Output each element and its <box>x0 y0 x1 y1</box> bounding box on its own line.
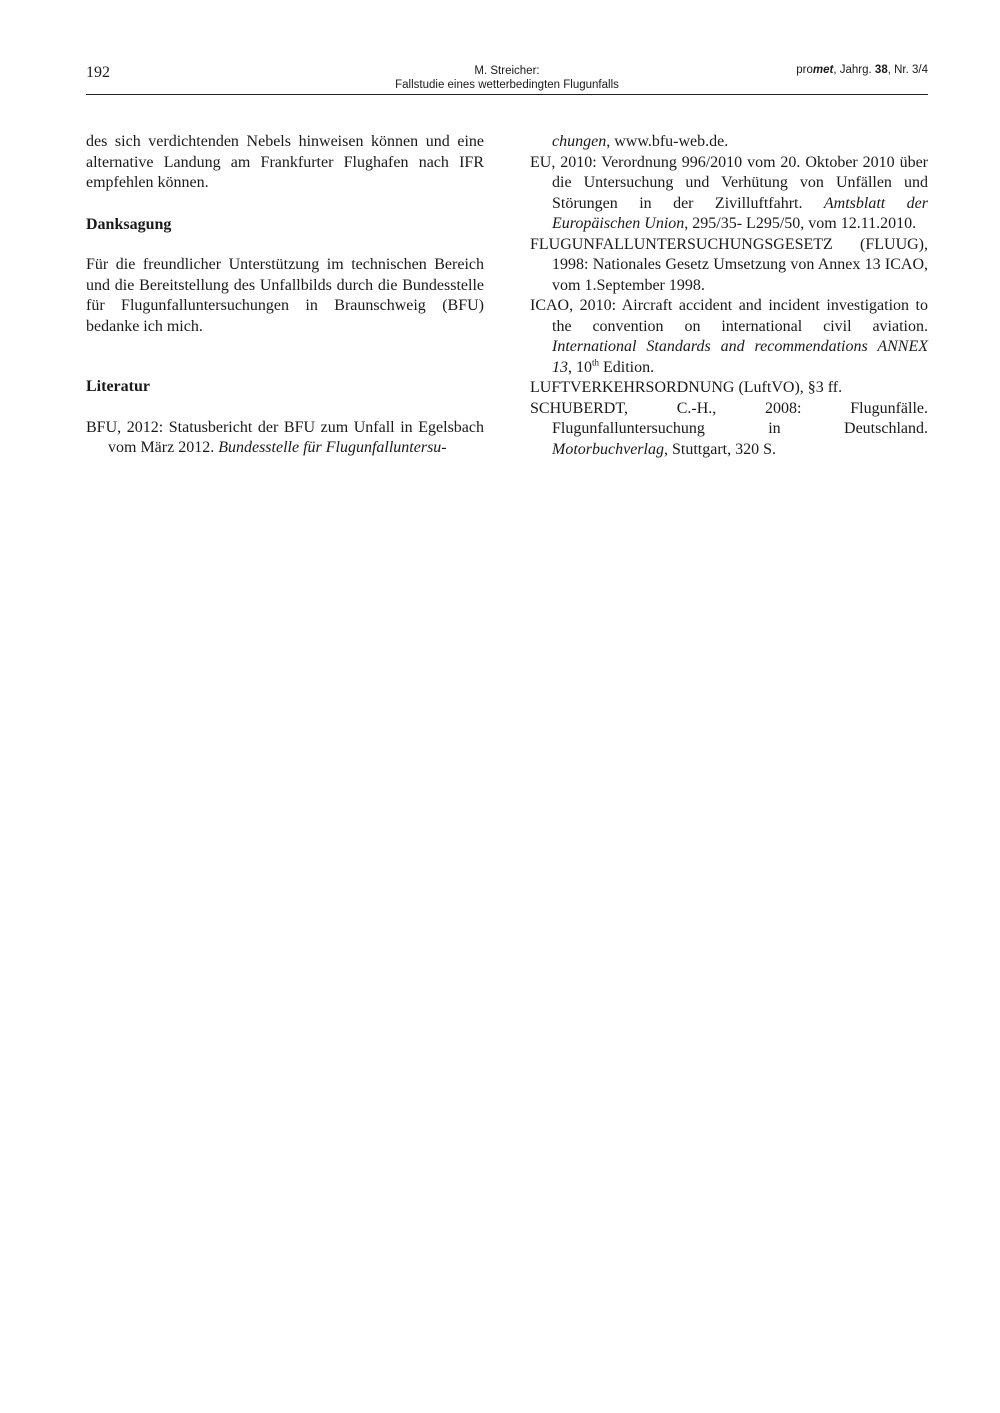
header-rule <box>86 94 928 95</box>
right-column <box>530 132 928 460</box>
reference-fluug: FLUGUNFALLUNTERSUCHUNGSGESETZ (FLUUG), 1998: Nationales Gesetz Umsetzung von Annex 13 ICAO, vom 1.September 1998. <box>530 235 928 294</box>
reference-schuberdt: SCHUBERDT, C.-H., 2008: Flugunfälle. Flugunfalluntersuchung in Deutschland. Motorbuchverlag, Stuttgart, 320 S. <box>530 399 928 458</box>
reference-eu: EU, 2010: Verordnung 996/2010 vom 20. Oktober 2010 über die Untersuchung und Verhütung von Unfällen und Störungen in der Zivilluftfahrt. Amtsblatt der Europäischen Union, 295/35- L295/50, vom 12.11.2010. <box>530 153 928 232</box>
intro-paragraph: des sich verdichtenden Nebels hinweisen können und eine alternative Landung am Frankfurter Flughafen nach IFR empfehlen können. <box>86 133 484 191</box>
running-author: M. Streicher: <box>474 65 540 77</box>
left-column <box>86 132 484 459</box>
reference-luftvo: LUFTVERKEHRSORDNUNG (LuftVO), §3 ff. <box>530 379 843 396</box>
running-article-title: Fallstudie eines wetterbedingten Flugunfalls <box>395 79 619 91</box>
literature-heading: Literatur <box>86 378 150 395</box>
acknowledgement-heading: Danksagung <box>86 215 172 233</box>
page-number: 192 <box>86 64 110 81</box>
page-header <box>86 58 928 96</box>
reference-bfu-continued: chungen, www.bfu-web.de. <box>552 133 729 150</box>
reference-icao: ICAO, 2010: Aircraft accident and incident investigation to the convention on international civil aviation. International Standards and recommendations ANNEX 13, 10th Edition. <box>530 297 928 376</box>
acknowledgement-paragraph: Für die freundlicher Unterstützung im technischen Bereich und die Bereitstellung des Unfallbilds durch die Bundesstelle für Flugunfalluntersuchungen in Braunschweig (BFU) bedanke ich mich. <box>86 256 484 335</box>
reference-bfu: BFU, 2012: Statusbericht der BFU zum Unfall in Egelsbach vom März 2012. Bundesstelle für Flugunfalluntersu- <box>86 418 484 456</box>
journal-citation: promet, Jahrg. 38, Nr. 3/4 <box>796 64 928 76</box>
